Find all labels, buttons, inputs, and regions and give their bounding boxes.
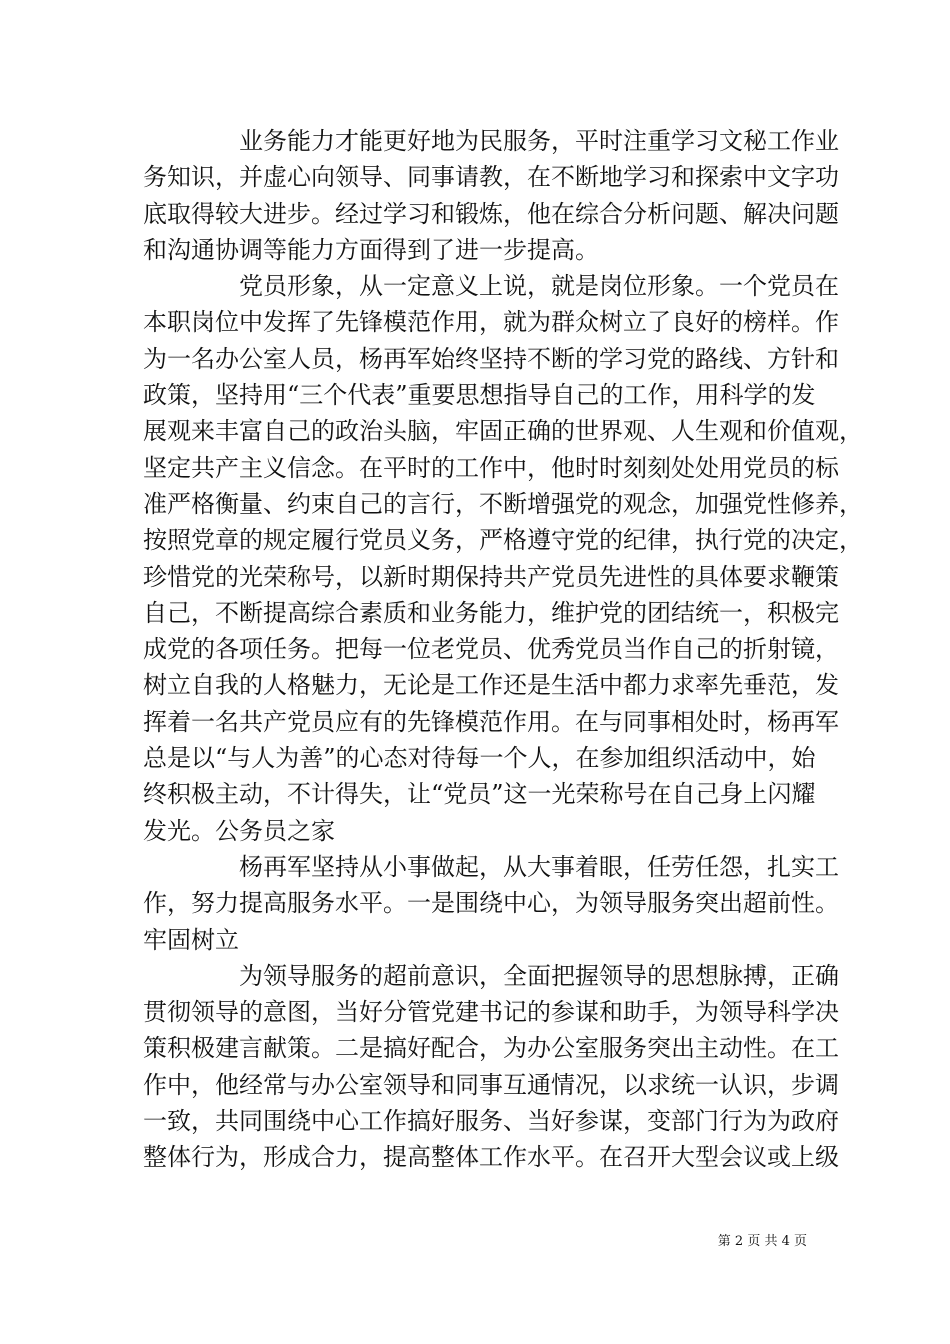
text-line: 本职岗位中发挥了先锋模范作用，就为群众树立了良好的榜样。作 xyxy=(143,308,839,337)
text-line: 成党的各项任务。把每一位老党员、优秀党员当作自己的折射镜， xyxy=(143,635,839,664)
text-line: 按照党章的规定履行党员义务，严格遵守党的纪律，执行党的决定， xyxy=(143,526,863,555)
text-line: 发光。公务员之家 xyxy=(143,816,335,845)
text-line: 展观来丰富自己的政治头脑，牢固正确的世界观、人生观和价值观， xyxy=(143,417,863,446)
text-line: 为领导服务的超前意识，全面把握领导的思想脉搏，正确 xyxy=(239,961,839,990)
text-line: 树立自我的人格魅力，无论是工作还是生活中都力求率先垂范，发 xyxy=(143,671,839,700)
text-line: 总是以“与人为善”的心态对待每一个人，在参加组织活动中，始 xyxy=(143,744,816,773)
text-line: 政策，坚持用“三个代表”重要思想指导自己的工作，用科学的发 xyxy=(143,381,816,410)
document-body xyxy=(143,123,863,1176)
text-line: 党员形象，从一定意义上说，就是岗位形象。一个党员在 xyxy=(239,272,839,301)
text-line: 自己，不断提高综合素质和业务能力，维护党的团结统一，积极完 xyxy=(143,598,839,627)
text-line: 准严格衡量、约束自己的言行，不断增强党的观念，加强党性修养， xyxy=(143,489,863,518)
text-line: 作中，他经常与办公室领导和同事互通情况，以求统一认识，步调 xyxy=(143,1070,839,1099)
text-line: 和沟通协调等能力方面得到了进一步提高。 xyxy=(143,235,599,264)
text-line: 终积极主动，不计得失，让“党员”这一光荣称号在自己身上闪耀 xyxy=(143,780,816,809)
text-line: 作，努力提高服务水平。一是围绕中心，为领导服务突出超前性。 xyxy=(143,889,839,918)
page-footer xyxy=(0,1230,950,1249)
text-line: 务知识，并虚心向领导、同事请教，在不断地学习和探索中文字功 xyxy=(143,163,839,192)
text-line: 杨再军坚持从小事做起，从大事着眼，任劳任怨，扎实工 xyxy=(239,852,839,881)
text-line: 底取得较大进步。经过学习和锻炼，他在综合分析问题、解决问题 xyxy=(143,199,839,228)
text-line: 挥着一名共产党员应有的先锋模范作用。在与同事相处时，杨再军 xyxy=(143,707,839,736)
text-line: 为一名办公室人员，杨再军始终坚持不断的学习党的路线、方针和 xyxy=(143,344,839,373)
text-line: 珍惜党的光荣称号，以新时期保持共产党员先进性的具体要求鞭策 xyxy=(143,562,839,591)
text-line: 整体行为，形成合力，提高整体工作水平。在召开大型会议或上级 xyxy=(143,1143,839,1172)
text-line: 坚定共产主义信念。在平时的工作中，他时时刻刻处处用党员的标 xyxy=(143,453,839,482)
text-line: 贯彻领导的意图，当好分管党建书记的参谋和助手，为领导科学决 xyxy=(143,998,839,1027)
text-line: 策积极建言献策。二是搞好配合，为办公室服务突出主动性。在工 xyxy=(143,1034,839,1063)
text-line: 一致，共同围绕中心工作搞好服务、当好参谋，变部门行为为政府 xyxy=(143,1107,839,1136)
text-line: 牢固树立 xyxy=(143,925,239,954)
page-number: 第 2 页 共 4 页 xyxy=(717,1234,807,1249)
text-line: 业务能力才能更好地为民服务，平时注重学习文秘工作业 xyxy=(239,127,839,155)
